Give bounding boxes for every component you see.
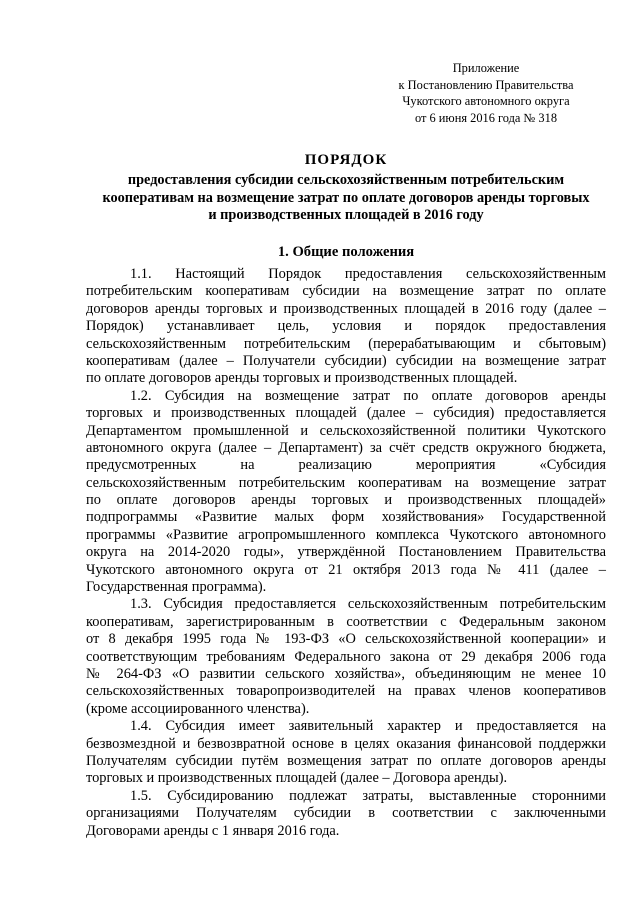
paragraph-line: торговых и производственных площадей (далее – субсидия) предоставляется (86, 405, 606, 422)
paragraph-line: от 8 декабря 1995 года № 193-ФЗ «О сельскохозяйственной кооперации» и (86, 631, 606, 648)
paragraph (86, 266, 606, 388)
paragraph-line: округа на 2014-2020 годы», утверждённой Постановлением Правительства (86, 544, 606, 561)
paragraph-line: договоров аренды торговых и производственных площадей в 2016 году (далее – (86, 300, 606, 317)
paragraph (86, 788, 606, 840)
document-subtitle (86, 172, 606, 225)
paragraph-line: Чукотского автономного округа от 21 октября 2013 года № 411 (далее – (86, 561, 606, 578)
subtitle-line: и производственных площадей в 2016 году (208, 207, 484, 223)
paragraph-line: по оплате договоров аренды торговых и производственных площадей» (86, 492, 606, 509)
paragraph (86, 718, 606, 788)
appendix-block (376, 60, 596, 126)
paragraph-line: программы «Развитие агропромышленного комплекса Чукотского автономного (86, 526, 606, 543)
paragraph-line: организациями Получателям субсидии в соответствии с заключенными (86, 805, 606, 822)
paragraph-line: Государственная программа). (86, 579, 267, 596)
paragraph-line: 1.5. Субсидированию подлежат затраты, выставленные сторонними (130, 787, 606, 804)
paragraph-line: 1.2. Субсидия на возмещение затрат по оплате договоров аренды (130, 387, 606, 404)
paragraph (86, 596, 606, 718)
paragraph-line: по оплате договоров аренды торговых и производственных площадей. (86, 370, 518, 387)
paragraph-line: потребительским кооперативам субсидии на возмещение затрат по оплате (86, 283, 606, 300)
paragraph-line: безвозмездной и безвозвратной основе в целях оказания финансовой поддержки (86, 735, 606, 752)
subtitle-line: предоставления субсидии сельскохозяйственным потребительским (127, 172, 565, 188)
paragraph-line: Договорами аренды с 1 января 2016 года. (86, 822, 340, 839)
paragraph-line: сельскохозяйственным потребительским кооперативам на возмещение затрат (86, 474, 606, 491)
paragraph-line: Порядок) устанавливает цель, условия и порядок предоставления (86, 318, 606, 335)
paragraph-line: предусмотренных на реализацию мероприятия «Субсидия (86, 457, 606, 474)
appendix-line: Чукотского автономного округа (402, 94, 570, 108)
paragraph-line: кооперативам (далее – Получатели субсидии) субсидии на возмещение затрат (86, 352, 606, 369)
paragraph-line: соответствующим требованиям Федерального закона от 29 декабря 2006 года (86, 648, 606, 665)
appendix-line: к Постановлению Правительства (398, 77, 574, 92)
paragraph-line: подпрограммы «Развитие малых форм хозяйствования» Государственной (86, 509, 606, 526)
paragraph-line: торговых и производственных площадей (далее – Договора аренды). (86, 770, 508, 787)
subtitle-line: кооперативам на возмещение затрат по оплате договоров аренды торговых (102, 189, 590, 206)
paragraph-line: 1.4. Субсидия имеет заявительный характер и предоставляется на (130, 718, 606, 735)
appendix-line: Приложение (452, 61, 520, 75)
paragraph-line: сельскохозяйственным потребительским (перерабатывающим и сбытовым) (86, 335, 606, 352)
appendix-line: от 6 июня 2016 года № 318 (414, 110, 558, 125)
paragraph-line: (кроме ассоциированного членства). (86, 700, 310, 717)
paragraph-line: № 264-ФЗ «О развитии сельского хозяйства», объединяющим не менее 10 (86, 665, 606, 682)
document-title: ПОРЯДОК (304, 152, 388, 168)
section-heading: 1. Общие положения (277, 244, 415, 260)
paragraph-line: автономного округа (далее – Департамент) за счёт средств окружного бюджета, (86, 439, 606, 456)
paragraph-line: 1.1. Настоящий Порядок предоставления сельскохозяйственным (130, 266, 606, 282)
paragraph (86, 388, 606, 597)
paragraph-line: Департаментом промышленной и сельскохозяйственной политики Чукотского (86, 422, 606, 439)
paragraph-line: сельскохозяйственных товаропроизводителей на правах членов кооперативов (86, 683, 606, 700)
paragraph-line: 1.3. Субсидия предоставляется сельскохозяйственным потребительским (130, 596, 606, 613)
paragraph-line: Получателям субсидии путём возмещения затрат по оплате договоров аренды (86, 752, 606, 769)
document-body (86, 266, 606, 840)
paragraph-line: кооперативам, зарегистрированным в соответствии с Федеральным законом (86, 613, 606, 630)
